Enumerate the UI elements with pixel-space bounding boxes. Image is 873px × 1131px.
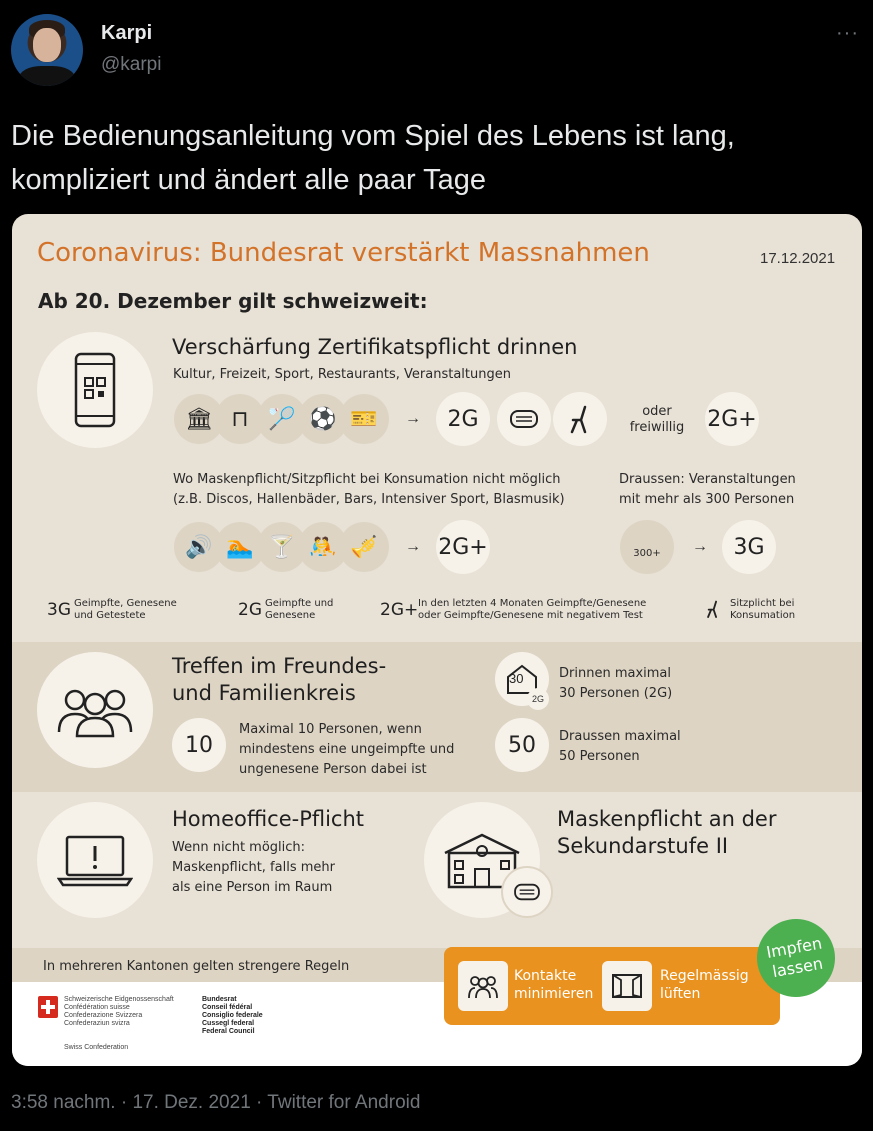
- infographic-date: 17.12.2021: [760, 250, 836, 267]
- tweet-header: [0, 0, 873, 100]
- impfen-badge: Impfen lassen: [751, 913, 841, 1003]
- cocktail-icon: 🍸: [257, 522, 307, 572]
- house-30-num: 30: [509, 671, 524, 686]
- code-3g: 3G: [722, 520, 776, 574]
- federal-council: Bundesrat Conseil fédéral Consiglio federale Cussegl federal Federal Council: [202, 996, 263, 1035]
- homeoffice-heading: Homeoffice-Pflicht: [172, 807, 365, 831]
- mask-heading: Wo Maskenpflicht/Sitzpflicht bei Konsumation nicht möglich: [173, 472, 561, 487]
- treffen-heading: Treffen im Freundes- und Familienkreis: [172, 654, 387, 705]
- kontakte-text: Kontakte minimieren: [514, 968, 594, 1002]
- tweet-image[interactable]: [12, 214, 862, 1066]
- legend-3g-code: 3G: [47, 600, 71, 620]
- code-2gplus: 2G+: [705, 392, 759, 446]
- outdoor-heading-2: mit mehr als 300 Personen: [619, 492, 795, 507]
- ball-icon: ⚽: [298, 394, 348, 444]
- legend-chair-text: Sitzplicht bei Konsumation: [730, 598, 796, 621]
- homeoffice-text: Wenn nicht möglich: Maskenpflicht, falls mehr als eine Person im Raum: [172, 840, 335, 895]
- legend-2g-text: Geimpfte und Genesene: [265, 598, 334, 621]
- window-icon: [602, 961, 652, 1011]
- speaker-icon: 🔊: [174, 522, 224, 572]
- chair-icon: [553, 392, 607, 446]
- tweet-footer: 3:58 nachm. · 17. Dez. 2021 · Twitter for Android: [11, 1092, 421, 1113]
- rules-box: [444, 947, 780, 1025]
- kantone-text: In mehreren Kantonen gelten strengere Regeln: [43, 959, 350, 974]
- num-50: 50: [495, 718, 549, 772]
- legend-chair-icon: [705, 598, 721, 625]
- laptop-icon: [37, 802, 153, 918]
- federal-en: Swiss Confederation: [64, 1044, 129, 1051]
- museum-icon: 🏛: [174, 394, 224, 444]
- infographic-subtitle: Ab 20. Dezember gilt schweizweit:: [38, 289, 428, 313]
- contacts-icon: [458, 961, 508, 1011]
- ticket-icon: 🎫: [339, 394, 389, 444]
- user-handle[interactable]: @karpi: [101, 54, 162, 75]
- oder-freiwillig: oder freiwillig: [629, 404, 685, 435]
- legend-2g-code: 2G: [238, 600, 262, 620]
- arrow-icon: →: [405, 538, 421, 555]
- sport-icon: 🤼: [298, 522, 348, 572]
- table-icon: ⊓: [215, 394, 265, 444]
- arrow-icon: →: [405, 410, 421, 427]
- avatar[interactable]: [11, 14, 83, 86]
- house-2g-badge: 2G: [527, 688, 549, 710]
- num-10: 10: [172, 718, 226, 772]
- legend-3g-text: Geimpfte, Genesene und Getestete: [74, 598, 177, 621]
- people-icon: [37, 652, 153, 768]
- lueften-text: Regelmässig lüften: [660, 968, 749, 1002]
- legend-2gplus-text: In den letzten 4 Monaten Geimpfte/Genesene oder Geimpfte/Genesene mit negativem Test: [418, 598, 647, 621]
- badminton-icon: 🏸: [257, 394, 307, 444]
- sekundar-heading: Maskenpflicht an der Sekundarstufe II: [557, 807, 777, 858]
- swiss-flag-icon: [38, 996, 58, 1018]
- federal-names: Schweizerische Eidgenossenschaft Confédération suisse Confederazione Svizzera Confederaziun svizra: [64, 996, 174, 1027]
- more-options-icon[interactable]: ···: [836, 22, 859, 44]
- n10-text: Maximal 10 Personen, wenn mindestens eine ungeimpfte und ungenesene Person dabei ist: [239, 722, 455, 777]
- trumpet-icon: 🎺: [339, 522, 389, 572]
- code-2g: 2G: [436, 392, 490, 446]
- n50-text: Draussen maximal 50 Personen: [559, 729, 681, 764]
- zertifikat-desc: Kultur, Freizeit, Sport, Restaurants, Veranstaltungen: [173, 367, 511, 382]
- school-mask-icon: [501, 866, 553, 918]
- infographic-title: Coronavirus: Bundesrat verstärkt Massnahmen: [37, 238, 650, 268]
- mask-icon: [497, 392, 551, 446]
- legend-2gplus-code: 2G+: [380, 600, 419, 620]
- pool-icon: 🏊: [215, 522, 265, 572]
- mask-desc: (z.B. Discos, Hallenbäder, Bars, Intensiver Sport, Blasmusik): [173, 492, 565, 507]
- tweet-text: Die Bedienungsanleitung vom Spiel des Lebens ist lang, kompliziert und ändert alle paar Tage: [11, 120, 735, 196]
- phone-qr-icon: [37, 332, 153, 448]
- display-name[interactable]: Karpi: [101, 22, 153, 44]
- code-2gplus-mask: 2G+: [436, 520, 490, 574]
- zertifikat-heading: Verschärfung Zertifikatspflicht drinnen: [172, 335, 578, 359]
- arrow-icon: →: [692, 538, 708, 555]
- outdoor-heading-1: Draussen: Veranstaltungen: [619, 472, 796, 487]
- n30-text: Drinnen maximal 30 Personen (2G): [559, 666, 673, 701]
- ticket-300-icon: 300+: [620, 520, 674, 574]
